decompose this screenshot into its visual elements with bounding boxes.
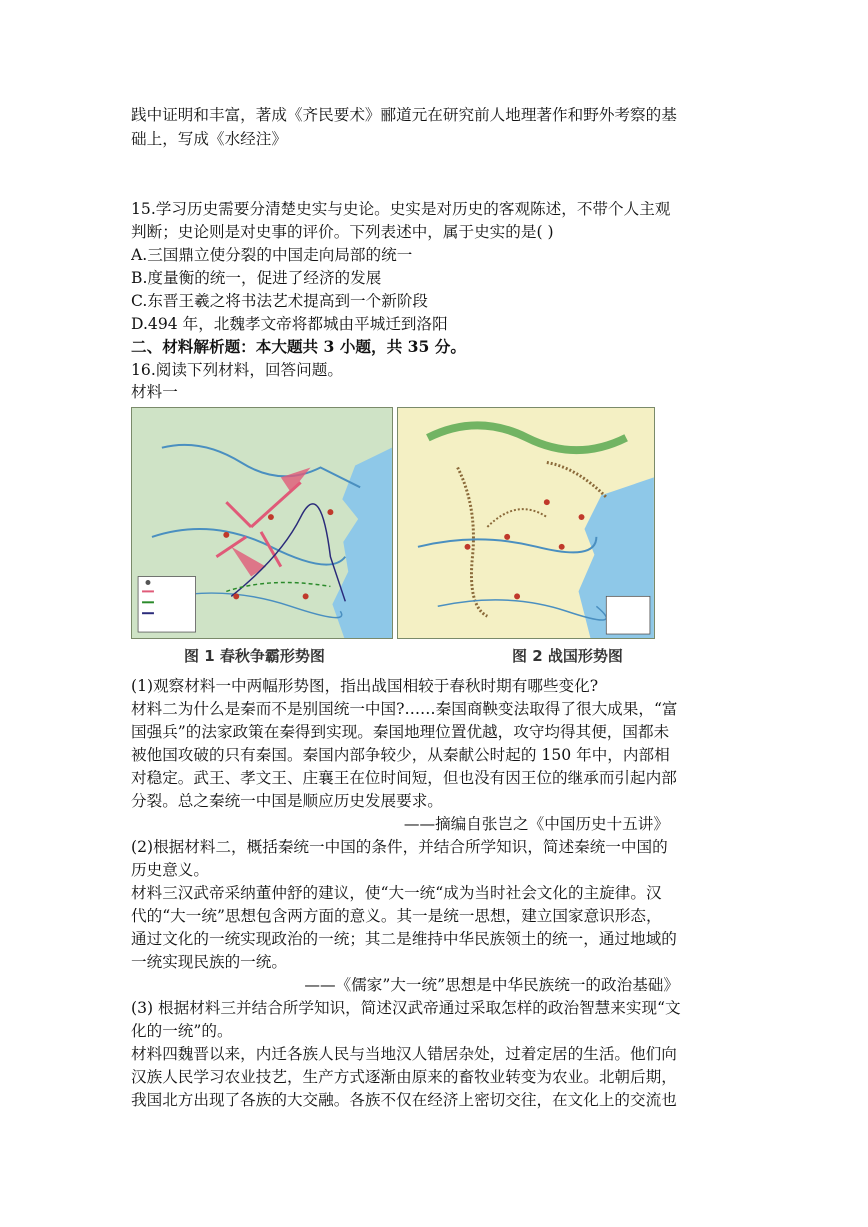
material-two-text: 分裂。总之秦统一中国是顺应历史发展要求。 [131, 792, 443, 810]
material-label: 材料一 [131, 383, 178, 401]
material-three-source: ——《儒家”大一统”思想是中华民族统一的政治基础》 [304, 976, 679, 994]
warring-states-map [397, 407, 655, 639]
material-four-text: 我国北方出现了各族的大交融。各族不仅在经济上密切交往，在文化上的交流也 [131, 1091, 677, 1109]
q15-option-c: C.东晋王羲之将书法艺术提高到一个新阶段 [131, 292, 429, 310]
spring-autumn-map-image [132, 408, 392, 638]
sub-question-3: (3) 根据材料三并结合所学知识，简述汉武帝通过采取怎样的政治智慧来实现“文 [131, 999, 681, 1017]
section-heading: 二、材料解析题：本大题共 3 小题，共 35 分。 [131, 337, 466, 356]
material-three-text: 一统实现民族的一统。 [131, 953, 287, 971]
material-two-text: 国强兵”的法家政策在秦得到实现。秦国地理位置优越，攻守均得其便，国都未 [131, 723, 670, 741]
material-one-maps [131, 407, 655, 639]
material-four-text: 材料四魏晋以来，内迁各族人民与当地汉人错居杂处，过着定居的生活。他们向 [131, 1045, 677, 1063]
material-four-text: 汉族人民学习农业技艺，生产方式逐渐由原来的畜牧业转变为农业。北朝后期， [131, 1068, 677, 1086]
text-line: 础上，写成《水经注》 [131, 130, 287, 148]
q15-option-b: B.度量衡的统一，促进了经济的发展 [131, 269, 382, 287]
figure-2-caption: 图 2 战国形势图 [512, 647, 623, 665]
material-three-text: 材料三汉武帝采纳董仲舒的建议，使“大一统“成为当时社会文化的主旋律。汉 [131, 884, 662, 902]
warring-states-map-image [398, 408, 654, 638]
material-two-text: 被他国攻破的只有秦国。秦国内部争较少，从秦献公时起的 150 年中，内部相 [131, 746, 670, 764]
q15-stem: 判断；史论则是对史事的评价。下列表述中，属于史实的是( ) [131, 223, 554, 241]
figure-1-caption: 图 1 春秋争霸形势图 [184, 647, 325, 665]
material-three-text: 代的“大一统”思想包含两方面的意义。其一是统一思想，建立国家意识形态， [131, 907, 662, 925]
material-two-text: 对稳定。武王、孝文王、庄襄王在位时间短，但也没有因王位的继承而引起内部 [131, 769, 677, 787]
q16-stem: 16.阅读下列材料，回答问题。 [131, 361, 343, 379]
text-line: 践中证明和丰富，著成《齐民要术》郦道元在研究前人地理著作和野外考察的基 [131, 106, 677, 124]
q15-option-a: A.三国鼎立使分裂的中国走向局部的统一 [131, 246, 413, 264]
sub-question-2: 历史意义。 [131, 861, 209, 879]
q15-stem: 15.学习历史需要分清楚史实与史论。史实是对历史的客观陈述，不带个人主观 [131, 200, 671, 218]
spring-autumn-map [131, 407, 393, 639]
sub-question-2: (2)根据材料二，概括秦统一中国的条件，并结合所学知识，简述秦统一中国的 [131, 838, 668, 856]
sub-question-1: (1)观察材料一中两幅形势图，指出战国相较于春秋时期有哪些变化? [131, 677, 599, 695]
q15-option-d: D.494 年，北魏孝文帝将都城由平城迁到洛阳 [131, 315, 448, 333]
material-two-source: ——摘编自张岂之《中国历史十五讲》 [403, 815, 669, 833]
material-two-text: 材料二为什么是秦而不是别国统一中国?……秦国商鞅变法取得了很大成果，“富 [131, 700, 678, 718]
sub-question-3: 化的一统”的。 [131, 1022, 233, 1040]
material-three-text: 通过文化的一统实现政治的一统；其二是维持中华民族领土的统一，通过地域的 [131, 930, 677, 948]
